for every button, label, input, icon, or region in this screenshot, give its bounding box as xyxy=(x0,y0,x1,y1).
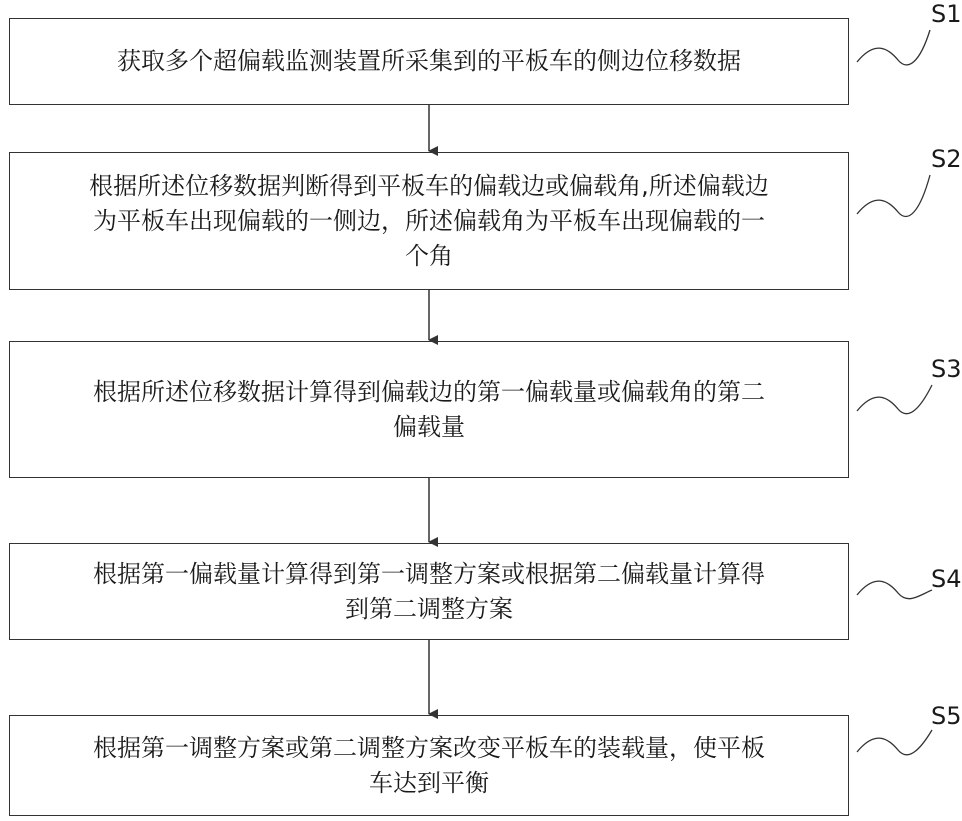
step-label-s2: S2 xyxy=(931,145,962,173)
step-box-s3 xyxy=(9,341,849,478)
step-box-s5 xyxy=(9,715,849,816)
step-text-s4: 根据第一偏载量计算得到第一调整方案或根据第二偏载量计算得 到第二调整方案 xyxy=(93,559,765,623)
leader-line-s3 xyxy=(857,385,932,414)
leader-line-s5 xyxy=(857,730,932,755)
step-label-s5: S5 xyxy=(931,702,962,730)
step-label-s1: S1 xyxy=(931,0,962,28)
step-text-s1: 获取多个超偏载监测装置所采集到的平板车的侧边位移数据 xyxy=(117,47,741,75)
step-text-s3: 根据所述位移数据计算得到偏载边的第一偏载量或偏载角的第二 偏载量 xyxy=(93,377,765,441)
step-text-s2: 根据所述位移数据判断得到平板车的偏载边或偏载角,所述偏载边 为平板车出现偏载的一侧边，所述偏载角为平板车出现偏载的一 个角 xyxy=(89,171,769,270)
step-box-s2 xyxy=(9,152,849,290)
step-label-s4: S4 xyxy=(931,565,962,593)
step-box-s4 xyxy=(9,543,849,640)
leader-line-s1 xyxy=(857,30,930,65)
step-box-s1 xyxy=(9,18,849,105)
leader-line-s2 xyxy=(857,175,930,216)
step-text-s5: 根据第一调整方案或第二调整方案改变平板车的装载量，使平板 车达到平衡 xyxy=(93,733,765,797)
leader-line-s4 xyxy=(857,581,932,599)
step-label-s3: S3 xyxy=(931,355,962,383)
